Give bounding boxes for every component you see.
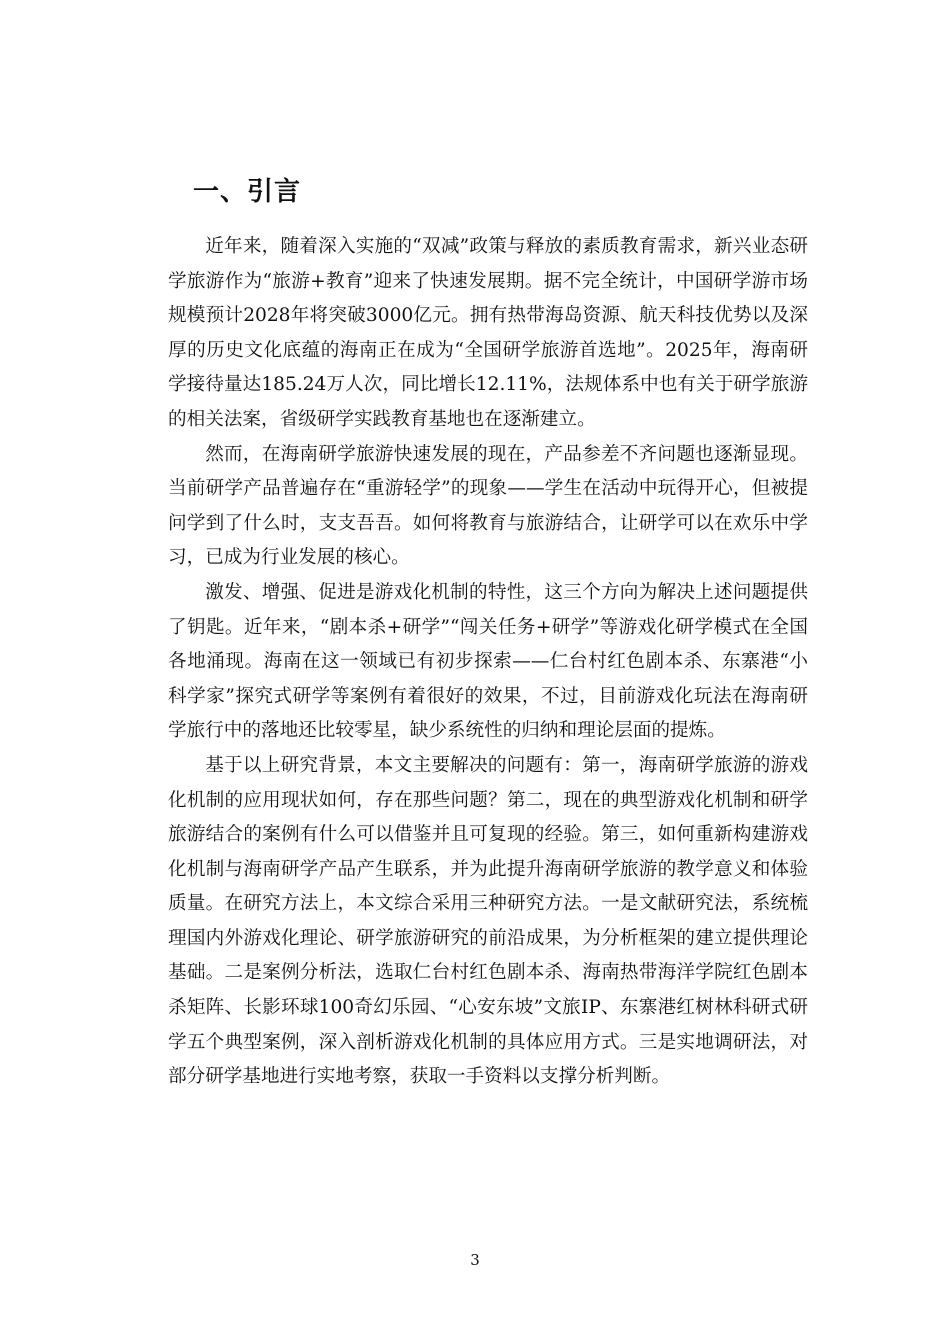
paragraph-background: 近年来，随着深入实施的“双减”政策与释放的素质教育需求，新兴业态研学旅游作为“旅游+教育”迎来了快速发展期。据不完全统计，中国研学游市场规模预计2028年将突破3000亿元。拥有热带海岛资源、航天科技优势以及深厚的历史文化底蕴的海南正在成为“全国研学旅游首选地”。2025年，海南研学接待量达185.24万人次，同比增长12.11%，法规体系中也有关于研学旅游的相关法案，省级研学实践教育基地也在逐渐建立。 xyxy=(168,236,808,430)
page-number: 3 xyxy=(470,1251,480,1269)
paragraph-gamification: 激发、增强、促进是游戏化机制的特性，这三个方向为解决上述问题提供了钥匙。近年来，“剧本杀+研学”“闯关任务+研学”等游戏化研学模式在全国各地涌现。海南在这一领域已有初步探索——仁台村红色剧本杀、东寨港“小科学家”探究式研学等案例有着很好的效果，不过，目前游戏化玩法在海南研学旅行中的落地还比较零星，缺少系统性的归纳和理论层面的提炼。 xyxy=(168,581,808,742)
paragraph-problem: 然而，在海南研学旅游快速发展的现在，产品参差不齐问题也逐渐显现。当前研学产品普遍存在“重游轻学”的现象——学生在活动中玩得开心，但被提问学到了什么时，支支吾吾。如何将教育与旅游结合，让研学可以在欢乐中学习，已成为行业发展的核心。 xyxy=(168,443,808,569)
section-heading: 一、引言 xyxy=(193,177,302,207)
paragraph-research-methods: 基于以上研究背景，本文主要解决的问题有：第一，海南研学旅游的游戏化机制的应用现状如何，存在那些问题？第二，现在的典型游戏化机制和研学旅游结合的案例有什么可以借鉴并且可复现的经验。第三，如何重新构建游戏化机制与海南研学产品产生联系，并为此提升海南研学旅游的教学意义和体验质量。在研究方法上，本文综合采用三种研究方法。一是文献研究法，系统梳理国内外游戏化理论、研学旅游研究的前沿成果，为分析框架的建立提供理论基础。二是案例分析法，选取仁台村红色剧本杀、海南热带海洋学院红色剧本杀矩阵、长影环球100奇幻乐园、“心安东坡”文旅IP、东寨港红树林科研式研学五个典型案例，深入剖析游戏化机制的具体应用方式。三是实地调研法，对部分研学基地进行实地考察，获取一手资料以支撑分析判断。 xyxy=(168,754,808,1088)
body-text xyxy=(168,230,808,1095)
